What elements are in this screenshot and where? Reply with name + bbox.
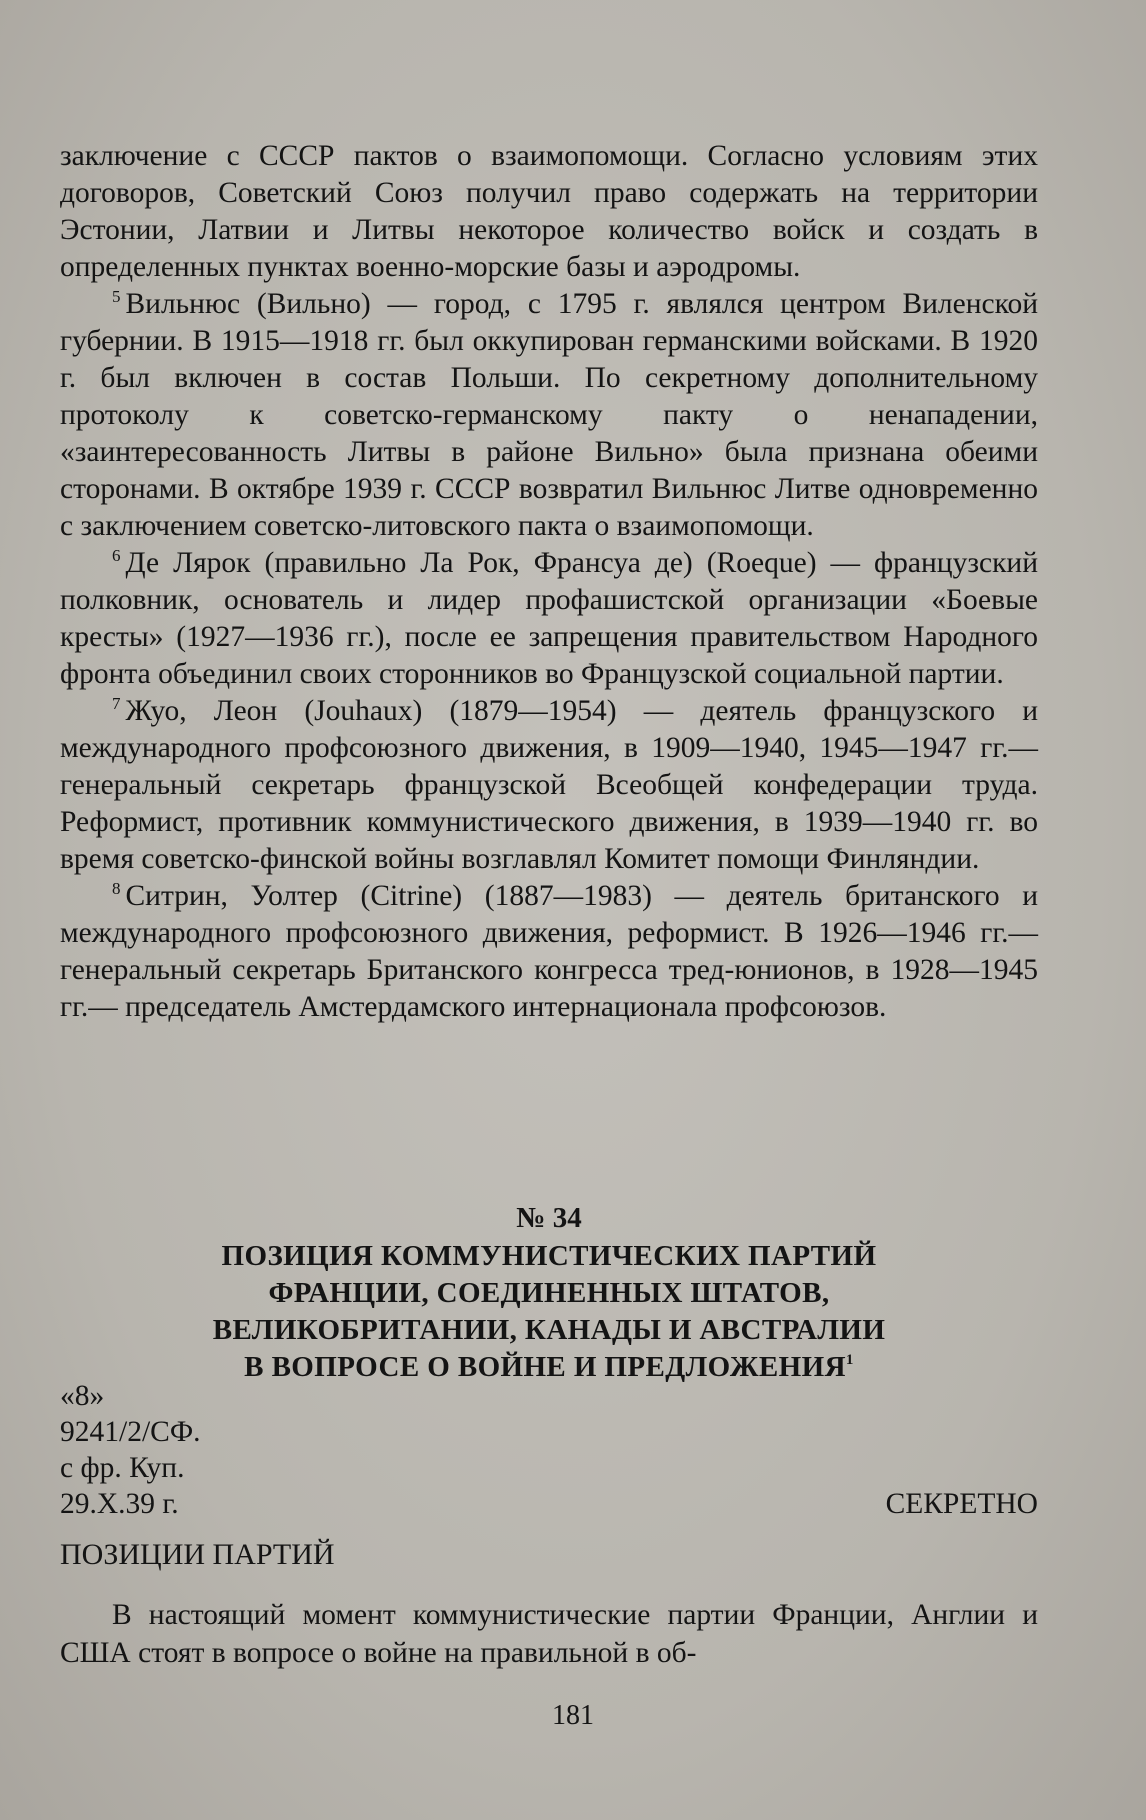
document-heading: [60, 1198, 1038, 1386]
footnote-text: Вильнюс (Вильно) — город, с 1795 г. являлся центром Виленской губернии. В 1915—1918 гг. был оккупирован германскими войсками. В 1920 г. был включен в состав Польши. По секретному дополнительному протоколу к советско-германскому пакту о ненападении, «заинтересованность Литвы в районе Вильно» была признана обеими сторонами. В октябре 1939 г. СССР возвратил Вильнюс Литве одновременно с заключением советско-литовского пакта о взаимопомощи.: [60, 288, 1038, 542]
metadata-line-1: «8»: [60, 1380, 105, 1412]
footnote-text: Жуо, Леон (Jouhaux) (1879—1954) — деятель французского и международного профсоюзного движения, в 1909—1940, 1945—1947 гг.— генеральный секретарь французской Всеобщей конфедерации труда. Реформист, противник коммунистического движения, в 1939—1940 гг. во время советско-финской войны возглавлял Комитет помощи Финляндии.: [60, 695, 1038, 875]
footnote-text: Де Лярок (правильно Ла Рок, Франсуа де) (Roeque) — французский полковник, основатель и лидер профашистской организации «Боевые кресты» (1927—1936 гг.), после ее запрещения правительством Народного фронта объединил своих сторонников во Французской социальной партии.: [60, 547, 1038, 690]
footnote-7: [60, 693, 1038, 878]
document-title-line-4-text: В ВОПРОСЕ О ВОЙНЕ И ПРЕДЛОЖЕНИЯ: [244, 1351, 846, 1383]
document-title-line-1: ПОЗИЦИЯ КОММУНИСТИЧЕСКИХ ПАРТИЙ: [221, 1240, 877, 1272]
metadata-line-3: с фр. Куп.: [60, 1452, 185, 1484]
document-metadata: [60, 1378, 1038, 1522]
footnote-5: [60, 286, 1038, 545]
document-title-line-2: ФРАНЦИИ, СОЕДИНЕННЫХ ШТАТОВ,: [268, 1277, 830, 1309]
metadata-date-row: [60, 1486, 1038, 1522]
footnote-marker: 5: [112, 287, 121, 306]
footnote-6: [60, 545, 1038, 693]
page-number: 181: [552, 1700, 594, 1731]
classification-mark: СЕКРЕТНО: [885, 1488, 1038, 1520]
footnote-marker: 6: [112, 546, 121, 565]
footnote-text: Ситрин, Уолтер (Citrine) (1887—1983) — деятель британского и международного профсоюзного движения, реформист. В 1926—1946 гг.— генеральный секретарь Британского конгресса тред-юнионов, в 1928—1945 гг.— председатель Амстердамского интернационала профсоюзов.: [60, 880, 1038, 1023]
footnote-text: заключение с СССР пактов о взаимопомощи. Согласно условиям этих договоров, Советский Союз получил право содержать на территории Эстонии, Латвии и Литвы некоторое количество войск и создать в определенных пунктах военно-морские базы и аэродромы.: [60, 140, 1038, 283]
title-footnote-marker: 1: [845, 1352, 854, 1368]
footnote-marker: 8: [112, 879, 121, 898]
section-title: ПОЗИЦИИ ПАРТИЙ: [60, 1538, 335, 1571]
footnote-8: [60, 878, 1038, 1026]
footnote-continuation: [60, 138, 1038, 286]
footnotes-block: [60, 138, 1038, 1026]
document-title-line-3: ВЕЛИКОБРИТАНИИ, КАНАДЫ И АВСТРАЛИИ: [212, 1314, 886, 1346]
body-paragraph: В настоящий момент коммунистические партии Франции, Англии и США стоят в вопросе о войне на правильной в об-: [60, 1599, 1038, 1669]
document-number: № 34: [516, 1202, 582, 1234]
metadata-line-2: 9241/2/СФ.: [60, 1416, 201, 1448]
footnote-marker: 7: [112, 694, 121, 713]
document-date: 29.X.39 г.: [60, 1488, 179, 1520]
